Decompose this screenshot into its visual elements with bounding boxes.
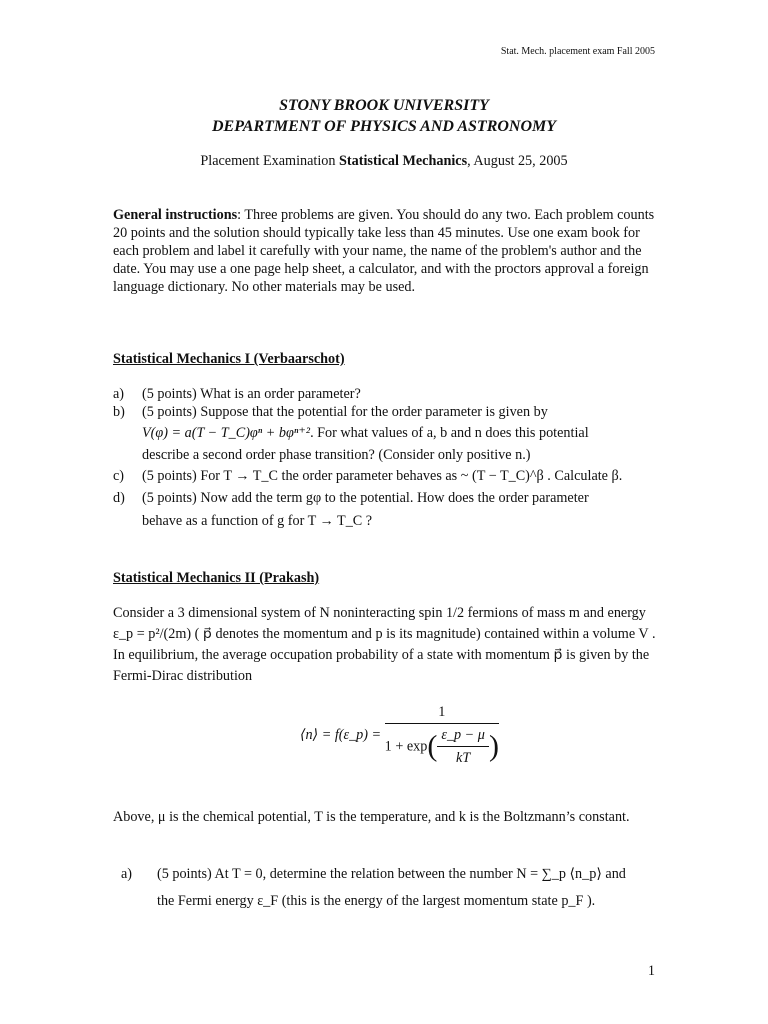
item-text-line2: behave as a function of g for T → T_C ?: [142, 513, 373, 529]
item-label: a): [113, 386, 125, 402]
problem2-intro: Consider a 3 dimensional system of N noninteracting spin 1/2 fermions of mass m and energy ε_p = p²/(2m) ( p⃗ denotes the momentum and p is its magnitude) contained within a volume V . In equilibrium, the average occupation probability of a state with momentum p⃗ is given by the Fermi-Dirac distribution: [113, 605, 656, 684]
inner-denominator: kT: [456, 750, 471, 766]
item-text: (5 points) What is an order parameter?: [142, 386, 361, 402]
exam-line: [0, 152, 768, 170]
equation-lhs: ⟨n⟩ = f(ε_p) =: [300, 727, 382, 743]
problem2-heading: Statistical Mechanics II (Prakash): [113, 570, 320, 586]
instructions-label: General instructions: [113, 207, 238, 223]
problem1-item-a: [113, 385, 658, 403]
item-label: c): [113, 468, 125, 484]
equation-fraction: [385, 703, 499, 767]
item-label: a): [121, 866, 133, 882]
item-text-line3: describe a second order phase transition? (Consider only positive n.): [142, 447, 531, 463]
inner-numerator: ε_p − μ: [437, 726, 489, 747]
item-label: d): [113, 490, 125, 506]
department-title: DEPARTMENT OF PHYSICS AND ASTRONOMY: [211, 118, 557, 135]
item-text-line2: V(φ) = a(T − T_C)φⁿ + bφⁿ⁺². For what values of a, b and n does this potential: [142, 425, 589, 441]
potential-equation: V(φ) = a(T − T_C)φⁿ + bφⁿ⁺²: [142, 425, 311, 441]
page-number: 1: [647, 963, 655, 979]
exam-subject: Statistical Mechanics: [339, 153, 468, 169]
instructions-text: : Three problems are given. You should do any two. Each problem counts 20 points and the solution should typically take less than 45 minutes. Use one exam book for each problem and label it carefully with your name, the name of the problem's author and the date. You may use a one page help sheet, a calculator, and with the proctors approval a foreign language dictionary. No other materials may be used.: [113, 207, 655, 295]
problem1-item-d: [113, 489, 658, 533]
item-text: (5 points) For T → T_C the order parameter behaves as ~ (T − T_C)^β . Calculate β.: [142, 468, 623, 484]
item-label: b): [113, 404, 125, 420]
problem2-after: Above, μ is the chemical potential, T is the temperature, and k is the Boltzmann’s constant.: [113, 809, 630, 825]
exam-date: , August 25, 2005: [467, 153, 568, 169]
general-instructions: [113, 206, 658, 296]
fermi-dirac-equation: [300, 703, 500, 767]
equation-denominator: 1 + exp( $\frac{\varepsilon\_p - \mu}{kT}$ ): [384, 727, 499, 766]
item-text-line1: (5 points) At T = 0, determine the relation between the number N = ∑_p ⟨n_p⟩ and: [157, 866, 626, 882]
item-text-line2: the Fermi energy ε_F (this is the energy of the largest momentum state p_F ).: [157, 893, 596, 909]
problem1-heading: Statistical Mechanics I (Verbaarschot): [113, 351, 345, 367]
problem2-item-a: [113, 865, 658, 913]
problem1-item-c: [113, 467, 658, 487]
item-text-line1: (5 points) Suppose that the potential for the order parameter is given by: [142, 404, 548, 420]
problem1-item-b: [113, 403, 658, 467]
exam-prefix: Placement Examination: [200, 153, 340, 169]
running-header: Stat. Mech. placement exam Fall 2005: [500, 46, 655, 57]
university-title: STONY BROOK UNIVERSITY: [279, 97, 489, 114]
equation-numerator: 1: [385, 703, 499, 724]
item-text-line1: (5 points) Now add the term gφ to the potential. How does the order parameter: [142, 490, 589, 506]
